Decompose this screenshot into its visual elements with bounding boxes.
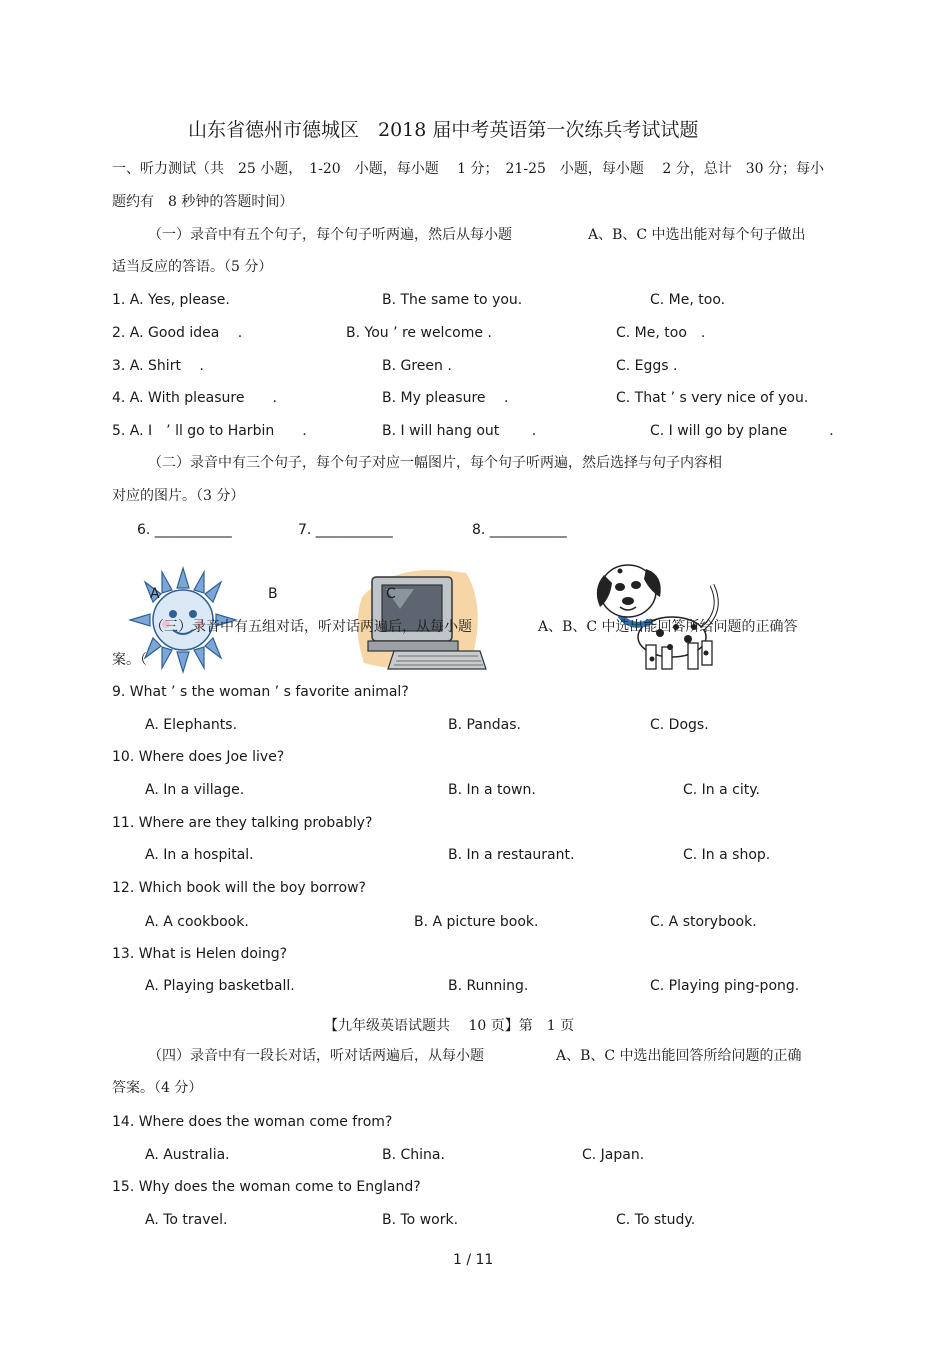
q14-option-c: C. Japan. — [582, 1147, 645, 1163]
q14-option-a: A. Australia. — [145, 1147, 230, 1163]
q12-option-a: A. A cookbook. — [145, 914, 249, 930]
q6-blank: 6. ___________ — [137, 522, 232, 538]
part1-instruction-b: A、B、C 中选出能对每个句子做出 — [588, 227, 806, 243]
q12-option-b: B. A picture book. — [414, 914, 539, 930]
q7-blank: 7. ___________ — [298, 522, 393, 538]
q10-option-c: C. In a city. — [683, 782, 760, 798]
q11-option-a: A. In a hospital. — [145, 847, 254, 863]
q4-option-b: B. My pleasure . — [382, 390, 509, 406]
q12-option-c: C. A storybook. — [650, 914, 757, 930]
q11-option-c: C. In a shop. — [683, 847, 771, 863]
q8-blank: 8. ___________ — [472, 522, 567, 538]
picture-label-a: A — [150, 586, 160, 602]
q3-option-a: 3. A. Shirt . — [112, 358, 204, 374]
part3-instruction-b: A、B、C 中选出能回答所给问题的正确答 — [538, 619, 798, 635]
q5-option-c: C. I will go by plane . — [650, 423, 834, 439]
q2-option-c: C. Me, too . — [616, 325, 706, 341]
page-footer: 【九年级英语试题共 10 页】第 1 页 — [324, 1018, 575, 1034]
q10-question: 10. Where does Joe live? — [112, 749, 285, 765]
q13-question: 13. What is Helen doing? — [112, 946, 288, 962]
q4-option-c: C. That ’ s very nice of you. — [616, 390, 809, 406]
q10-option-a: A. In a village. — [145, 782, 245, 798]
q15-option-a: A. To travel. — [145, 1212, 228, 1228]
q1-option-c: C. Me, too. — [650, 292, 726, 308]
part4-instruction-line2: 答案。（4 分） — [112, 1080, 203, 1096]
part1-instruction-line2: 适当反应的答语。（5 分） — [112, 259, 273, 275]
q12-question: 12. Which book will the boy borrow? — [112, 880, 366, 896]
q15-option-b: B. To work. — [382, 1212, 459, 1228]
q15-question: 15. Why does the woman come to England? — [112, 1179, 421, 1195]
part2-instruction-line1: （二）录音中有三个句子，每个句子对应一幅图片，每个句子听两遍，然后选择与句子内容相 — [148, 455, 722, 471]
part4-instruction-a: （四）录音中有一段长对话，听对话两遍后，从每小题 — [148, 1048, 484, 1064]
q5-option-b: B. I will hang out . — [382, 423, 537, 439]
q9-option-a: A. Elephants. — [145, 717, 238, 733]
q13-option-b: B. Running. — [448, 978, 529, 994]
q11-option-b: B. In a restaurant. — [448, 847, 575, 863]
q9-question: 9. What ’ s the woman ’ s favorite animal? — [112, 684, 409, 700]
part1-instruction-a: （一）录音中有五个句子，每个句子听两遍，然后从每小题 — [148, 227, 512, 243]
q11-question: 11. Where are they talking probably? — [112, 815, 373, 831]
q1-option-a: 1. A. Yes, please. — [112, 292, 230, 308]
q2-option-a: 2. A. Good idea . — [112, 325, 243, 341]
page-title: 山东省德州市德城区 2018 届中考英语第一次练兵考试试题 — [188, 119, 699, 141]
dalmatian-dog-icon — [590, 555, 730, 675]
picture-label-b: B — [268, 586, 278, 602]
q13-option-a: A. Playing basketball. — [145, 978, 295, 994]
q3-option-b: B. Green . — [382, 358, 452, 374]
part2-instruction-line2: 对应的图片。（3 分） — [112, 488, 245, 504]
q1-option-b: B. The same to you. — [382, 292, 523, 308]
section-intro-line1: 一、听力测试（共 25 小题， 1-20 小题，每小题 1 分； 21-25 小题，每小题 2 分，总计 30 分；每小 — [112, 161, 824, 177]
section-intro-line2: 题约有 8 秒钟的答题时间） — [112, 194, 294, 210]
q13-option-c: C. Playing ping-pong. — [650, 978, 800, 994]
q15-option-c: C. To study. — [616, 1212, 696, 1228]
picture-label-c: C — [386, 586, 396, 602]
q3-option-c: C. Eggs . — [616, 358, 678, 374]
q2-option-b: B. You ’ re welcome . — [346, 325, 492, 341]
part4-instruction-b: A、B、C 中选出能回答所给问题的正确 — [556, 1048, 802, 1064]
part3-instruction-a: （三）录音中有五组对话，听对话两遍后，从每小题 — [150, 619, 472, 635]
q9-option-b: B. Pandas. — [448, 717, 521, 733]
q10-option-b: B. In a town. — [448, 782, 536, 798]
q14-option-b: B. China. — [382, 1147, 445, 1163]
part3-instruction-line2: 案。（ — [112, 652, 147, 668]
q9-option-c: C. Dogs. — [650, 717, 709, 733]
q14-question: 14. Where does the woman come from? — [112, 1114, 393, 1130]
page-number: 1 / 11 — [453, 1252, 494, 1268]
q5-option-a: 5. A. I ’ ll go to Harbin . — [112, 423, 307, 439]
q4-option-a: 4. A. With pleasure . — [112, 390, 277, 406]
